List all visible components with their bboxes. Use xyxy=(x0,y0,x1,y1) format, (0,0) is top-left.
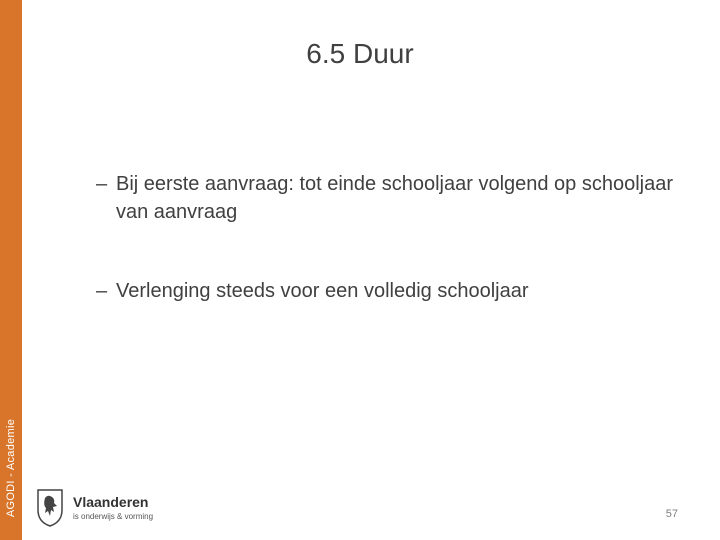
page-number: 57 xyxy=(665,508,678,520)
sidebar-label: AGODI - Academie xyxy=(5,418,17,518)
bullet-item xyxy=(96,277,676,305)
bullet-text: Bij eerste aanvraag: tot einde schooljaar volgend op schooljaar van aanvraag xyxy=(116,173,674,223)
logo-tagline: is onderwijs & vorming xyxy=(73,512,154,521)
flemish-lion-icon xyxy=(33,486,67,528)
bullet-text: Verlenging steeds voor een volledig schooljaar xyxy=(116,280,529,302)
bullet-item xyxy=(96,170,676,226)
bullet-dash: – xyxy=(96,280,108,302)
vlaanderen-logo xyxy=(33,486,183,530)
sidebar xyxy=(0,0,22,540)
bullet-dash: – xyxy=(96,173,108,195)
logo-name: Vlaanderen xyxy=(73,494,149,510)
slide-title: 6.5 Duur xyxy=(306,38,414,69)
